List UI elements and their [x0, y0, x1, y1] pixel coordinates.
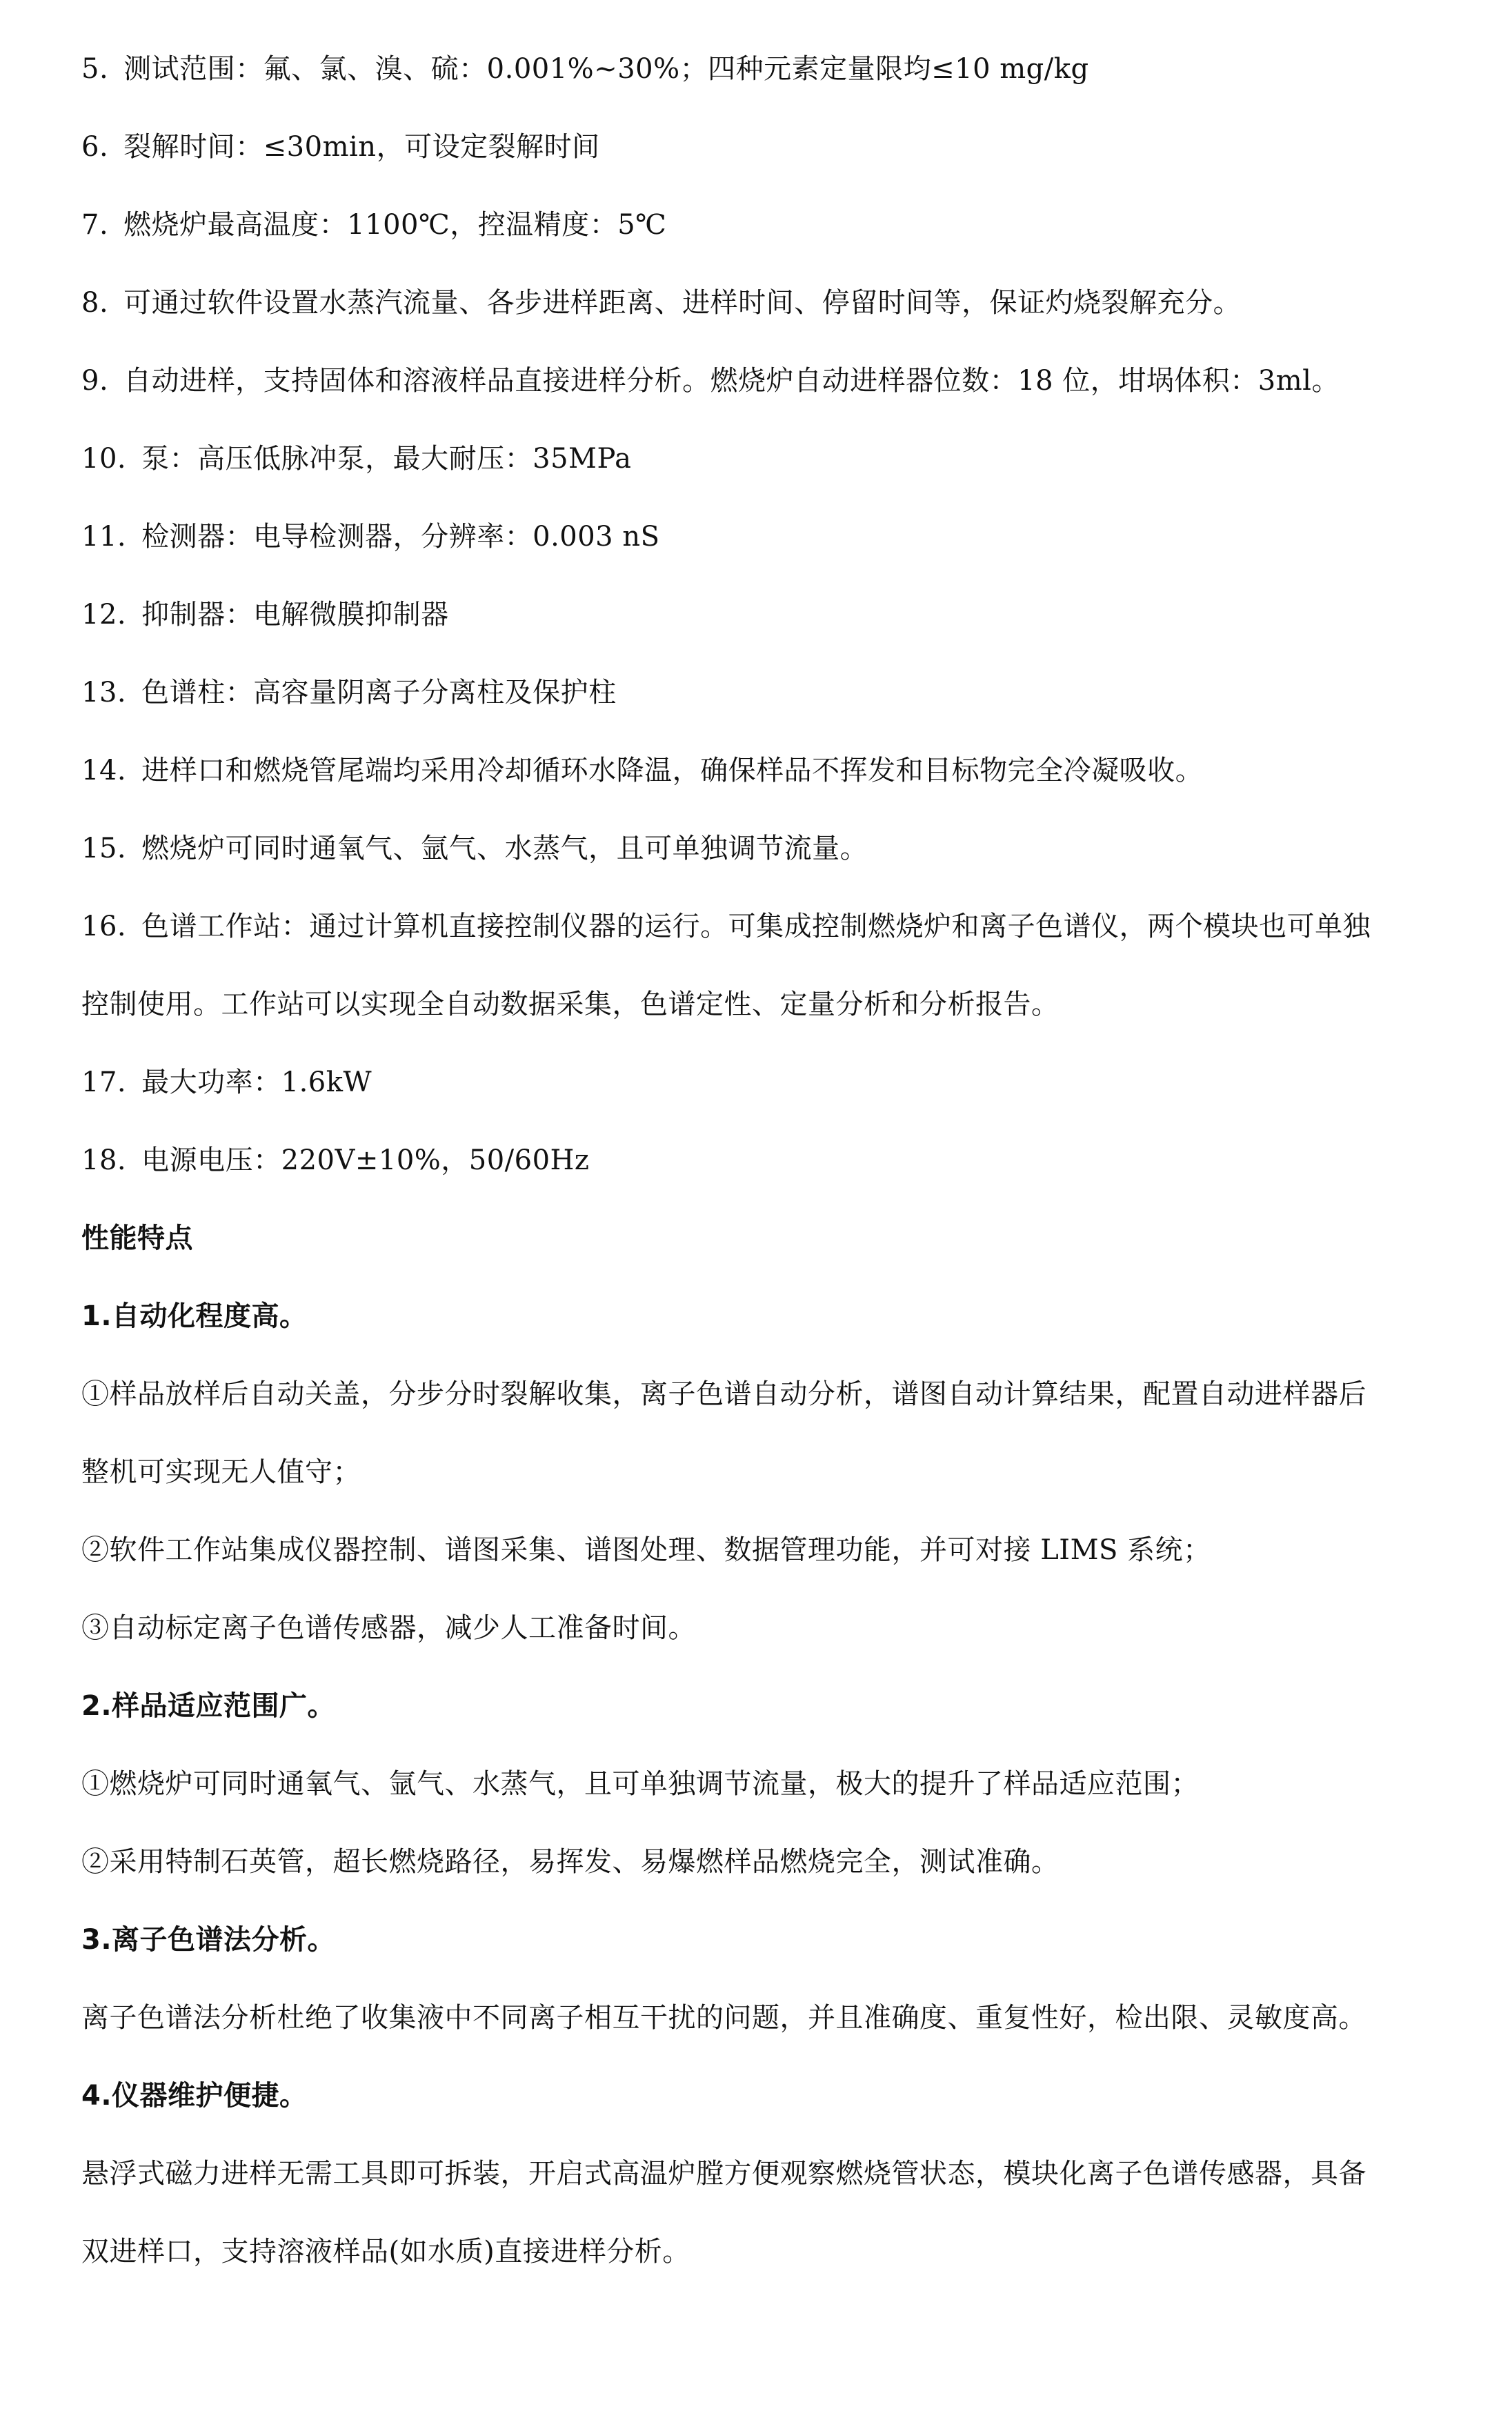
feature-line: 悬浮式磁力进样无需工具即可拆装，开启式高温炉膛方便观察燃烧管状态，模块化离子色谱传感器，具备: [81, 2158, 1366, 2190]
spec-text: 检测器：电导检测器，分辨率：0.003 nS: [141, 521, 660, 553]
spec-item-10: [81, 439, 1471, 478]
feature-line: ③自动标定离子色谱传感器，减少人工准备时间。: [81, 1612, 696, 1644]
feature-line: 双进样口，支持溶液样品(如水质)直接进样分析。: [81, 2236, 690, 2268]
spec-item-15: [81, 829, 1471, 868]
spec-text: 自动进样，支持固体和溶液样品直接进样分析。燃烧炉自动进样器位数：18 位，坩埚体积：3ml。: [123, 365, 1340, 397]
feature-heading-4: 4.仪器维护便捷。: [81, 2080, 308, 2112]
spec-text: 抑制器：电解微膜抑制器: [141, 599, 449, 631]
feature-line: ①样品放样后自动关盖，分步分时裂解收集，离子色谱自动分析，谱图自动计算结果，配置自动进样器后: [81, 1378, 1366, 1410]
feature-line: 整机可实现无人值守；: [81, 1456, 361, 1488]
feature-heading-3: 3.离子色谱法分析。: [81, 1924, 336, 1956]
spec-item-12: [81, 595, 1471, 634]
spec-text: 燃烧炉最高温度：1100℃，控温精度：5℃: [123, 209, 667, 241]
spec-text: 泵：高压低脉冲泵，最大耐压：35MPa: [141, 443, 632, 475]
features-title: 性能特点: [81, 1222, 193, 1254]
spec-item-8: [81, 284, 1471, 322]
feature-line: ①燃烧炉可同时通氧气、氩气、水蒸气，且可单独调节流量，极大的提升了样品适应范围；: [81, 1768, 1199, 1800]
spec-item-11: [81, 517, 1471, 556]
spec-text: 色谱工作站：通过计算机直接控制仪器的运行。可集成控制燃烧炉和离子色谱仪，两个模块也可单独: [141, 911, 1371, 942]
spec-number: 17.: [81, 1067, 127, 1098]
spec-item-17: [81, 1063, 1471, 1102]
spec-text: 进样口和燃烧管尾端均采用冷却循环水降温，确保样品不挥发和目标物完全冷凝吸收。: [141, 755, 1204, 786]
spec-number: 7.: [81, 209, 109, 241]
spec-number: 5.: [81, 53, 109, 85]
spec-number: 15.: [81, 833, 127, 864]
feature-line: ②软件工作站集成仪器控制、谱图采集、谱图处理、数据管理功能，并可对接 LIMS 系统；: [81, 1534, 1211, 1566]
spec-text: 最大功率：1.6kW: [141, 1067, 372, 1098]
spec-item-16: [81, 907, 1471, 946]
spec-item-5: [81, 50, 1471, 88]
feature-heading-1: 1.自动化程度高。: [81, 1300, 308, 1332]
spec-item-9: [81, 361, 1471, 400]
spec-number: 10.: [81, 443, 127, 475]
spec-text: 可通过软件设置水蒸汽流量、各步进样距离、进样时间、停留时间等，保证灼烧裂解充分。: [123, 287, 1242, 319]
spec-number: 9.: [81, 365, 109, 397]
spec-number: 13.: [81, 677, 127, 708]
spec-text: 控制使用。工作站可以实现全自动数据采集，色谱定性、定量分析和分析报告。: [81, 989, 1060, 1020]
feature-heading-2: 2.样品适应范围广。: [81, 1690, 336, 1722]
spec-text: 测试范围：氟、氯、溴、硫：0.001%~30%；四种元素定量限均≤10 mg/kg: [123, 53, 1089, 85]
spec-number: 8.: [81, 287, 109, 319]
spec-number: 18.: [81, 1144, 127, 1176]
feature-line: ②采用特制石英管，超长燃烧路径，易挥发、易爆燃样品燃烧完全，测试准确。: [81, 1846, 1060, 1878]
spec-number: 14.: [81, 755, 127, 786]
spec-text: 色谱柱：高容量阴离子分离柱及保护柱: [141, 677, 617, 708]
spec-item-16-continued: [81, 985, 1471, 1024]
spec-item-14: [81, 751, 1471, 790]
spec-item-18: [81, 1141, 1471, 1180]
spec-text: 燃烧炉可同时通氧气、氩气、水蒸气，且可单独调节流量。: [141, 833, 868, 864]
spec-number: 11.: [81, 521, 127, 553]
spec-number: 6.: [81, 131, 109, 163]
spec-number: 12.: [81, 599, 127, 631]
spec-item-13: [81, 673, 1471, 712]
spec-text: 电源电压：220V±10%，50/60Hz: [141, 1144, 590, 1176]
spec-item-7: [81, 206, 1471, 244]
spec-text: 裂解时间：≤30min，可设定裂解时间: [123, 131, 600, 163]
feature-line: 离子色谱法分析杜绝了收集液中不同离子相互干扰的问题，并且准确度、重复性好，检出限、灵敏度高。: [81, 2002, 1366, 2034]
spec-number: 16.: [81, 911, 127, 942]
spec-item-6: [81, 128, 1471, 166]
